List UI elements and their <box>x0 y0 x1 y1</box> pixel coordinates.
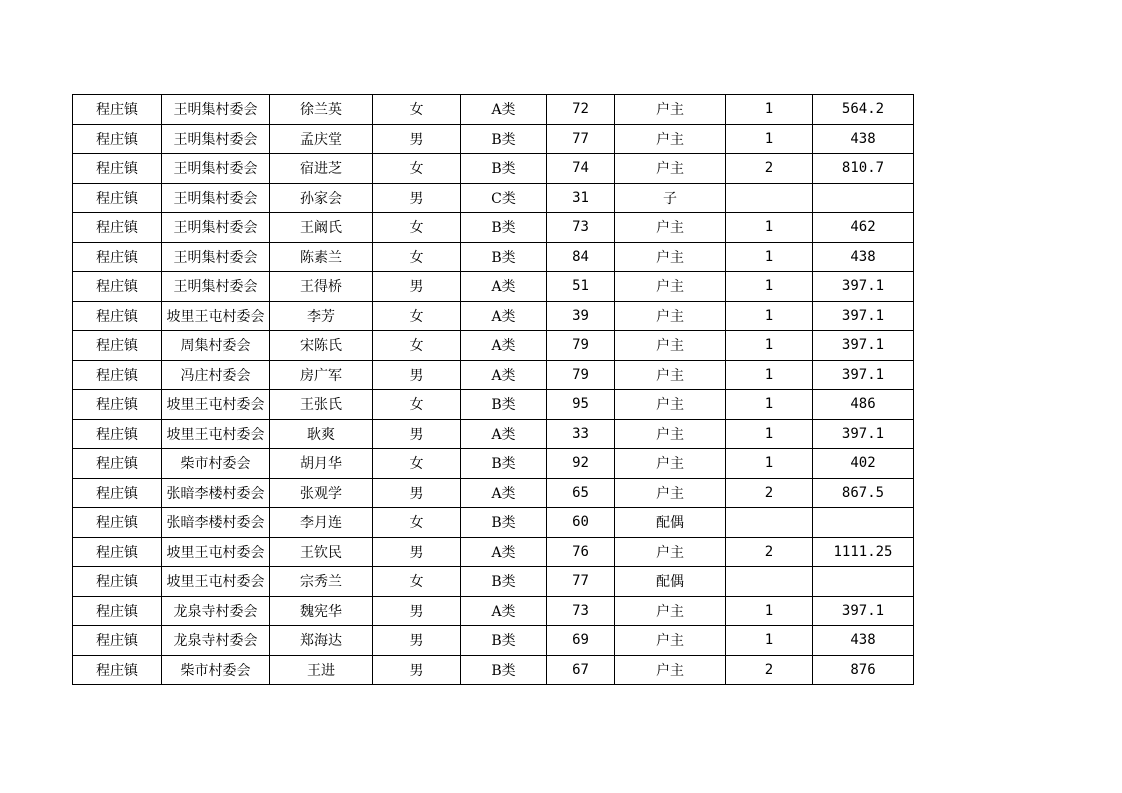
cell-category: B类 <box>461 213 547 243</box>
cell-gender: 男 <box>373 419 461 449</box>
cell-village: 龙泉寺村委会 <box>162 596 270 626</box>
cell-town: 程庄镇 <box>73 95 162 125</box>
cell-category: B类 <box>461 449 547 479</box>
table-row <box>73 360 914 390</box>
cell-household-count <box>726 508 813 538</box>
cell-age: 74 <box>547 154 615 184</box>
cell-town: 程庄镇 <box>73 242 162 272</box>
table-row <box>73 508 914 538</box>
cell-town: 程庄镇 <box>73 154 162 184</box>
cell-village: 王明集村委会 <box>162 242 270 272</box>
cell-amount: 397.1 <box>813 331 914 361</box>
cell-name: 房广军 <box>270 360 373 390</box>
table-row <box>73 567 914 597</box>
cell-age: 67 <box>547 655 615 685</box>
cell-relation: 户主 <box>615 213 726 243</box>
cell-amount: 402 <box>813 449 914 479</box>
cell-village: 王明集村委会 <box>162 183 270 213</box>
cell-household-count: 1 <box>726 390 813 420</box>
cell-village: 王明集村委会 <box>162 272 270 302</box>
cell-village: 冯庄村委会 <box>162 360 270 390</box>
cell-relation: 户主 <box>615 272 726 302</box>
cell-relation: 户主 <box>615 596 726 626</box>
table-row <box>73 124 914 154</box>
cell-category: A类 <box>461 419 547 449</box>
cell-amount: 397.1 <box>813 419 914 449</box>
cell-gender: 女 <box>373 567 461 597</box>
cell-village: 周集村委会 <box>162 331 270 361</box>
cell-village: 王明集村委会 <box>162 124 270 154</box>
cell-gender: 男 <box>373 124 461 154</box>
cell-name: 宋陈氏 <box>270 331 373 361</box>
cell-village: 张暗李楼村委会 <box>162 508 270 538</box>
cell-relation: 户主 <box>615 301 726 331</box>
cell-amount: 397.1 <box>813 360 914 390</box>
cell-relation: 户主 <box>615 449 726 479</box>
cell-amount: 1111.25 <box>813 537 914 567</box>
cell-gender: 男 <box>373 596 461 626</box>
cell-category: B类 <box>461 626 547 656</box>
cell-household-count: 1 <box>726 301 813 331</box>
cell-household-count: 1 <box>726 360 813 390</box>
cell-age: 73 <box>547 596 615 626</box>
cell-gender: 女 <box>373 331 461 361</box>
cell-gender: 女 <box>373 154 461 184</box>
cell-amount: 867.5 <box>813 478 914 508</box>
cell-village: 柴市村委会 <box>162 655 270 685</box>
cell-town: 程庄镇 <box>73 301 162 331</box>
cell-household-count: 1 <box>726 596 813 626</box>
cell-relation: 户主 <box>615 331 726 361</box>
cell-village: 张暗李楼村委会 <box>162 478 270 508</box>
table-row <box>73 95 914 125</box>
table-row <box>73 213 914 243</box>
cell-category: B类 <box>461 655 547 685</box>
cell-relation: 户主 <box>615 390 726 420</box>
cell-relation: 配偶 <box>615 567 726 597</box>
cell-age: 79 <box>547 360 615 390</box>
cell-age: 33 <box>547 419 615 449</box>
table-row <box>73 331 914 361</box>
cell-village: 王明集村委会 <box>162 213 270 243</box>
cell-age: 77 <box>547 124 615 154</box>
table-row <box>73 626 914 656</box>
cell-amount: 564.2 <box>813 95 914 125</box>
cell-town: 程庄镇 <box>73 596 162 626</box>
cell-relation: 户主 <box>615 360 726 390</box>
cell-gender: 女 <box>373 449 461 479</box>
cell-relation: 户主 <box>615 242 726 272</box>
cell-town: 程庄镇 <box>73 508 162 538</box>
cell-town: 程庄镇 <box>73 537 162 567</box>
cell-age: 69 <box>547 626 615 656</box>
cell-gender: 男 <box>373 272 461 302</box>
cell-gender: 男 <box>373 626 461 656</box>
cell-town: 程庄镇 <box>73 213 162 243</box>
cell-household-count: 1 <box>726 419 813 449</box>
cell-gender: 女 <box>373 242 461 272</box>
cell-town: 程庄镇 <box>73 478 162 508</box>
cell-household-count: 2 <box>726 655 813 685</box>
cell-age: 77 <box>547 567 615 597</box>
cell-household-count: 2 <box>726 537 813 567</box>
cell-relation: 户主 <box>615 154 726 184</box>
cell-age: 95 <box>547 390 615 420</box>
cell-amount: 876 <box>813 655 914 685</box>
cell-category: B类 <box>461 567 547 597</box>
cell-town: 程庄镇 <box>73 272 162 302</box>
table-row <box>73 537 914 567</box>
cell-household-count <box>726 567 813 597</box>
cell-relation: 户主 <box>615 124 726 154</box>
cell-name: 王进 <box>270 655 373 685</box>
cell-age: 73 <box>547 213 615 243</box>
cell-category: A类 <box>461 360 547 390</box>
cell-village: 柴市村委会 <box>162 449 270 479</box>
cell-village: 坡里王屯村委会 <box>162 301 270 331</box>
table-body <box>73 95 914 685</box>
cell-amount: 397.1 <box>813 596 914 626</box>
cell-household-count: 1 <box>726 242 813 272</box>
cell-name: 王阚氏 <box>270 213 373 243</box>
cell-gender: 男 <box>373 537 461 567</box>
cell-village: 坡里王屯村委会 <box>162 419 270 449</box>
cell-town: 程庄镇 <box>73 655 162 685</box>
cell-relation: 户主 <box>615 478 726 508</box>
cell-amount: 486 <box>813 390 914 420</box>
cell-amount <box>813 183 914 213</box>
table-row <box>73 655 914 685</box>
cell-age: 84 <box>547 242 615 272</box>
cell-gender: 男 <box>373 478 461 508</box>
cell-town: 程庄镇 <box>73 124 162 154</box>
cell-village: 龙泉寺村委会 <box>162 626 270 656</box>
cell-village: 王明集村委会 <box>162 95 270 125</box>
cell-amount: 397.1 <box>813 272 914 302</box>
cell-amount <box>813 567 914 597</box>
cell-amount: 438 <box>813 626 914 656</box>
cell-village: 坡里王屯村委会 <box>162 390 270 420</box>
cell-age: 39 <box>547 301 615 331</box>
cell-household-count: 1 <box>726 449 813 479</box>
table-row <box>73 154 914 184</box>
table-row <box>73 596 914 626</box>
cell-name: 张观学 <box>270 478 373 508</box>
cell-amount: 462 <box>813 213 914 243</box>
cell-name: 王钦民 <box>270 537 373 567</box>
cell-village: 坡里王屯村委会 <box>162 567 270 597</box>
cell-gender: 女 <box>373 301 461 331</box>
cell-relation: 子 <box>615 183 726 213</box>
table-row <box>73 390 914 420</box>
cell-town: 程庄镇 <box>73 567 162 597</box>
cell-name: 宿进芝 <box>270 154 373 184</box>
data-table <box>72 94 914 685</box>
cell-town: 程庄镇 <box>73 390 162 420</box>
table-row <box>73 478 914 508</box>
cell-age: 76 <box>547 537 615 567</box>
cell-category: B类 <box>461 508 547 538</box>
cell-category: A类 <box>461 272 547 302</box>
cell-age: 92 <box>547 449 615 479</box>
cell-relation: 户主 <box>615 626 726 656</box>
cell-amount: 438 <box>813 124 914 154</box>
cell-town: 程庄镇 <box>73 449 162 479</box>
cell-town: 程庄镇 <box>73 626 162 656</box>
cell-gender: 女 <box>373 508 461 538</box>
cell-household-count: 1 <box>726 124 813 154</box>
cell-name: 胡月华 <box>270 449 373 479</box>
cell-name: 王张氏 <box>270 390 373 420</box>
cell-household-count: 1 <box>726 331 813 361</box>
table-row <box>73 419 914 449</box>
cell-gender: 女 <box>373 95 461 125</box>
cell-category: A类 <box>461 331 547 361</box>
cell-name: 宗秀兰 <box>270 567 373 597</box>
cell-household-count: 1 <box>726 213 813 243</box>
cell-name: 陈素兰 <box>270 242 373 272</box>
table-row <box>73 301 914 331</box>
cell-name: 李月连 <box>270 508 373 538</box>
cell-relation: 户主 <box>615 655 726 685</box>
cell-name: 王得桥 <box>270 272 373 302</box>
table-row <box>73 449 914 479</box>
cell-village: 坡里王屯村委会 <box>162 537 270 567</box>
cell-gender: 男 <box>373 183 461 213</box>
cell-age: 72 <box>547 95 615 125</box>
table-row <box>73 242 914 272</box>
cell-category: A类 <box>461 537 547 567</box>
cell-amount <box>813 508 914 538</box>
cell-category: B类 <box>461 242 547 272</box>
cell-household-count: 1 <box>726 626 813 656</box>
cell-name: 郑海达 <box>270 626 373 656</box>
cell-age: 51 <box>547 272 615 302</box>
cell-household-count <box>726 183 813 213</box>
cell-town: 程庄镇 <box>73 360 162 390</box>
cell-relation: 户主 <box>615 537 726 567</box>
cell-category: B类 <box>461 154 547 184</box>
cell-name: 孟庆堂 <box>270 124 373 154</box>
cell-category: C类 <box>461 183 547 213</box>
cell-name: 魏宪华 <box>270 596 373 626</box>
cell-household-count: 1 <box>726 272 813 302</box>
cell-category: A类 <box>461 478 547 508</box>
cell-amount: 810.7 <box>813 154 914 184</box>
cell-age: 60 <box>547 508 615 538</box>
cell-household-count: 1 <box>726 95 813 125</box>
cell-category: B类 <box>461 124 547 154</box>
cell-town: 程庄镇 <box>73 183 162 213</box>
cell-age: 31 <box>547 183 615 213</box>
cell-name: 李芳 <box>270 301 373 331</box>
cell-category: A类 <box>461 596 547 626</box>
cell-name: 徐兰英 <box>270 95 373 125</box>
cell-relation: 户主 <box>615 95 726 125</box>
cell-gender: 男 <box>373 655 461 685</box>
cell-household-count: 2 <box>726 478 813 508</box>
cell-category: A类 <box>461 95 547 125</box>
cell-household-count: 2 <box>726 154 813 184</box>
cell-category: A类 <box>461 301 547 331</box>
table-row <box>73 272 914 302</box>
cell-age: 79 <box>547 331 615 361</box>
cell-relation: 配偶 <box>615 508 726 538</box>
cell-name: 孙家会 <box>270 183 373 213</box>
cell-relation: 户主 <box>615 419 726 449</box>
cell-amount: 397.1 <box>813 301 914 331</box>
cell-category: B类 <box>461 390 547 420</box>
table-row <box>73 183 914 213</box>
cell-age: 65 <box>547 478 615 508</box>
cell-gender: 女 <box>373 390 461 420</box>
cell-town: 程庄镇 <box>73 419 162 449</box>
cell-name: 耿爽 <box>270 419 373 449</box>
cell-village: 王明集村委会 <box>162 154 270 184</box>
cell-amount: 438 <box>813 242 914 272</box>
cell-town: 程庄镇 <box>73 331 162 361</box>
cell-gender: 女 <box>373 213 461 243</box>
cell-gender: 男 <box>373 360 461 390</box>
